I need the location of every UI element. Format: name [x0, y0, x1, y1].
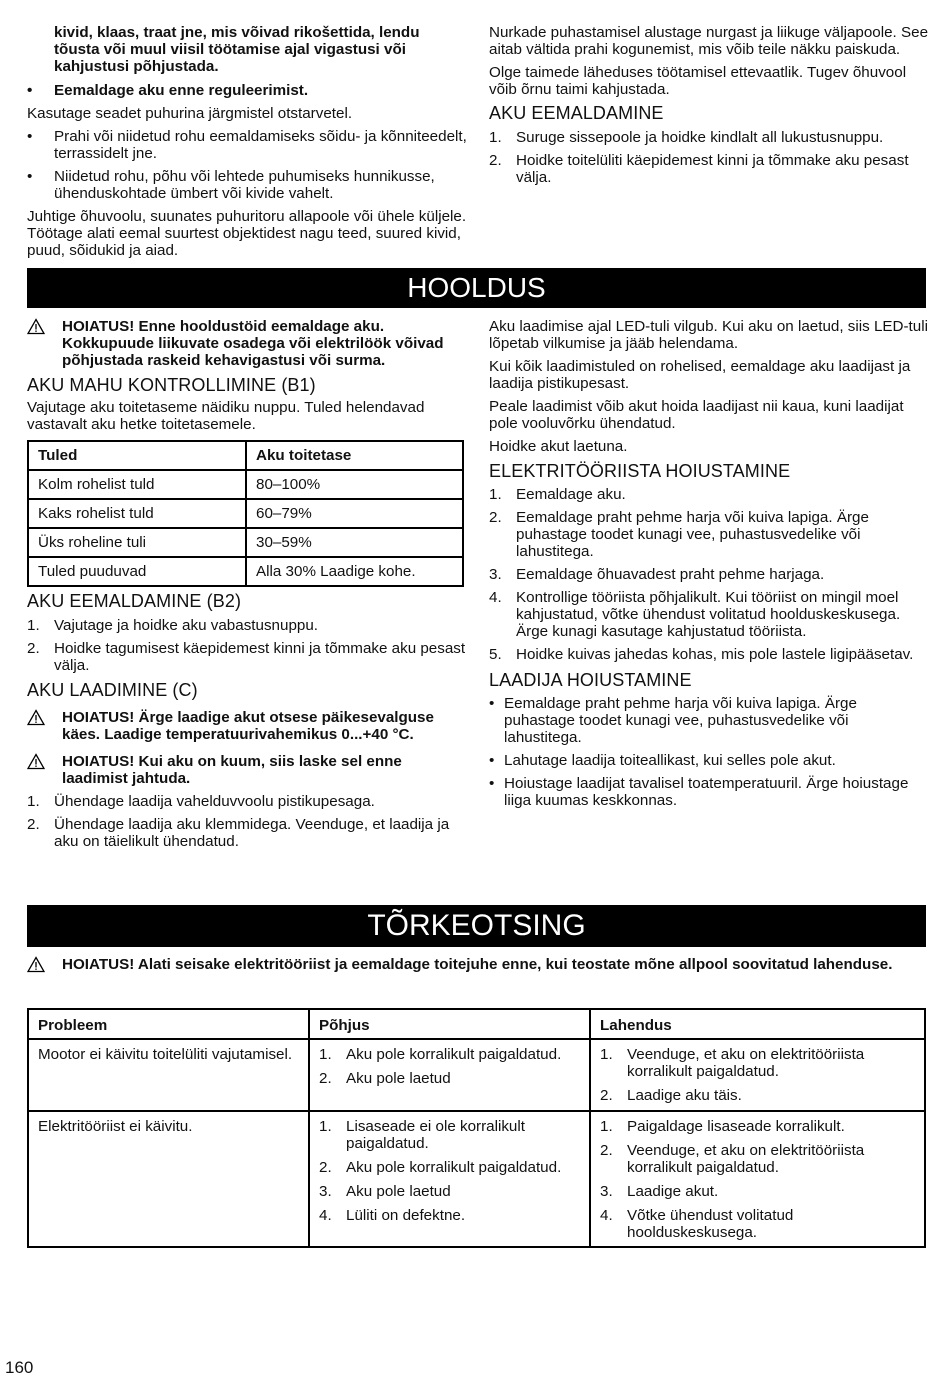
cause-text: Aku pole laetud: [346, 1183, 451, 1200]
list-item: [319, 1159, 580, 1176]
list-item: [600, 1046, 915, 1080]
paragraph: Vajutage aku toitetaseme näidiku nuppu. Tuled helendavad vastavalt aku hetke toitetasemele.: [27, 399, 425, 433]
warning-text: HOIATUS! Ärge laadige akut otsese päikesevalguse käes. Laadige temperatuurivahemikus 0...+40 °C.: [62, 709, 434, 743]
step-number: 2.: [319, 1159, 332, 1176]
section-band-hooldus: [27, 268, 926, 308]
table-cell: [28, 1111, 309, 1247]
section-heading: AKU EEMALDAMINE: [489, 103, 664, 123]
table-cell: [309, 1039, 590, 1111]
table-cell: 80–100%: [246, 470, 463, 499]
warning-triangle-icon: [27, 753, 45, 770]
paragraph: Olge taimede läheduses töötamisel ettevaatlik. Tugev õhuvool võib õrnu taimi kahjustada.: [489, 64, 907, 98]
list-item: [27, 168, 467, 202]
top-left-column: [27, 24, 467, 259]
section-band-torkeotsing: [27, 905, 926, 947]
step-number: 1.: [319, 1046, 332, 1063]
list-item: [600, 1183, 915, 1200]
step-number: 5.: [489, 646, 502, 663]
bullet-mark: •: [27, 82, 33, 99]
list-item-text: Prahi või niidetud rohu eemaldamiseks sõidu- ja kõnniteedelt, terrassidelt jne.: [54, 128, 467, 162]
cause-text: Aku pole korralikult paigaldatud.: [346, 1159, 562, 1176]
list-item-text: Hoiustage laadijat tavalisel toatemperatuuril. Ärge hoiustage liiga kuumas keskkonnas.: [504, 775, 909, 809]
table-cell: [590, 1039, 925, 1111]
list-item: [27, 816, 467, 850]
bullet-mark: •: [489, 695, 495, 712]
top-right-column: [489, 24, 929, 186]
table-cell: Kaks rohelist tuld: [28, 499, 246, 528]
list-item: [489, 775, 929, 809]
list-item-text: Eemaldage praht pehme harja või kuiva lapiga. Ärge puhastage toodet kunagi vee, puhastusvedelike või lahustitega.: [516, 509, 869, 560]
solution-text: Veenduge, et aku on elektritööriista korralikult paigaldatud.: [627, 1142, 865, 1176]
cause-text: Lüliti on defektne.: [346, 1207, 466, 1224]
table-cell: [28, 1039, 309, 1111]
solution-text: Võtke ühendust volitatud hoolduskeskusega.: [627, 1207, 794, 1241]
bullet-mark: •: [489, 775, 495, 792]
table-cell: 60–79%: [246, 499, 463, 528]
list-item-text: Hoidke kuivas jahedas kohas, mis pole lastele ligipääsetav.: [516, 646, 914, 663]
table-cell: Üks roheline tuli: [28, 528, 246, 557]
step-number: 1.: [27, 793, 40, 810]
list-item-text: Ühendage laadija aku klemmidega. Veenduge, et laadija ja aku on täielikult ühendatud.: [54, 816, 450, 850]
section-band-title: TÕRKEOTSING: [367, 909, 586, 942]
list-item: [489, 152, 929, 186]
step-number: 1.: [319, 1118, 332, 1135]
section-band-title: HOOLDUS: [407, 272, 546, 303]
list-item: [27, 793, 467, 810]
warning-triangle-icon: [27, 956, 45, 973]
cause-text: Aku pole laetud: [346, 1070, 451, 1087]
solution-text: Veenduge, et aku on elektritööriista korralikult paigaldatud.: [627, 1046, 865, 1080]
section-heading: AKU MAHU KONTROLLIMINE (B1): [27, 375, 316, 395]
table-header-cell: Tuled: [28, 441, 246, 470]
list-item-text: Hoidke toitelüliti käepidemest kinni ja tõmmake aku pesast välja.: [516, 152, 909, 186]
list-item: [319, 1207, 580, 1224]
step-number: 3.: [319, 1183, 332, 1200]
section-heading: AKU EEMALDAMINE (B2): [27, 591, 242, 611]
list-item: [489, 589, 929, 640]
step-number: 2.: [489, 509, 502, 526]
table-cell: Alla 30% Laadige kohe.: [246, 557, 463, 586]
paragraph: Hoidke akut laetuna.: [489, 438, 628, 455]
solution-text: Laadige aku täis.: [627, 1087, 742, 1104]
step-number: 2.: [489, 152, 502, 169]
step-number: 3.: [600, 1183, 613, 1200]
table-row: [28, 1039, 925, 1111]
solution-text: Paigaldage lisaseade korralikult.: [627, 1118, 845, 1135]
table-cell: [590, 1111, 925, 1247]
table-cell: Kolm rohelist tuld: [28, 470, 246, 499]
step-number: 2.: [27, 816, 40, 833]
table-header-cell: Põhjus: [309, 1009, 590, 1039]
list-item: [27, 640, 467, 674]
list-item: [600, 1087, 915, 1104]
table-header-row: [28, 441, 463, 470]
warning-triangle-icon: [27, 709, 45, 726]
continued-warning-text: kivid, klaas, traat jne, mis võivad rikošettida, lendu tõusta või muul viisil töötamise ajal vigastusi või kahjustusi põhjustada.: [54, 24, 420, 75]
step-number: 1.: [489, 486, 502, 503]
list-item: [319, 1118, 580, 1152]
list-item: [319, 1046, 580, 1063]
warning-block: [27, 753, 467, 787]
table-cell: [309, 1111, 590, 1247]
list-item: [27, 82, 467, 99]
step-number: 1.: [27, 617, 40, 634]
table-header-cell: Lahendus: [590, 1009, 925, 1039]
list-item-text: Lahutage laadija toiteallikast, kui selles pole akut.: [504, 752, 836, 769]
step-number: 1.: [600, 1046, 613, 1063]
step-number: 4.: [489, 589, 502, 606]
table-row: [28, 470, 463, 499]
table-cell: Tuled puuduvad: [28, 557, 246, 586]
list-item: [489, 566, 929, 583]
paragraph: Nurkade puhastamisel alustage nurgast ja liikuge väljapoole. See aitab vältida prahi kogunemist, mis võib teile näkku paiskuda.: [489, 24, 929, 58]
table-row: [28, 528, 463, 557]
table-header-cell: Aku toitetase: [246, 441, 463, 470]
warning-block: [27, 956, 932, 973]
step-number: 2.: [600, 1142, 613, 1159]
list-item-text: Ühendage laadija vahelduvvoolu pistikupesaga.: [54, 793, 375, 810]
problem-text: Elektritööriist ei käivitu.: [38, 1118, 193, 1135]
cause-text: Aku pole korralikult paigaldatud.: [346, 1046, 562, 1063]
cause-text: Lisaseade ei ole korralikult paigaldatud.: [346, 1118, 525, 1152]
intro-text: Kasutage seadet puhurina järgmistel otstarvetel.: [27, 105, 353, 122]
bullet-mark: •: [27, 128, 33, 145]
list-item: [489, 695, 929, 746]
page-number: 160: [5, 1358, 34, 1377]
list-item-text: Hoidke tagumisest käepidemest kinni ja tõmmake aku pesast välja.: [54, 640, 466, 674]
list-item-text: Suruge sissepoole ja hoidke kindlalt all lukustusnuppu.: [516, 129, 884, 146]
warning-block: [27, 318, 467, 369]
bullet-mark: •: [27, 168, 33, 185]
paragraph: Kui kõik laadimistuled on rohelised, eemaldage aku laadijast ja laadija pistikupesast.: [489, 358, 911, 392]
step-number: 4.: [600, 1207, 613, 1224]
list-item: [600, 1142, 915, 1176]
step-number: 1.: [600, 1118, 613, 1135]
list-item: [489, 509, 929, 560]
step-number: 4.: [319, 1207, 332, 1224]
step-number: 2.: [27, 640, 40, 657]
list-item: [489, 129, 929, 146]
table-row: [28, 557, 463, 586]
list-item: [600, 1207, 915, 1241]
step-number: 2.: [319, 1070, 332, 1087]
step-number: 3.: [489, 566, 502, 583]
paragraph: Juhtige õhuvoolu, suunates puhuritoru allapoole või ühele küljele. Töötage alati eemal suurtest objektidest nagu teed, suured kivid, puud, sõidukid ja aiad.: [27, 208, 467, 259]
table-header-cell: Probleem: [28, 1009, 309, 1039]
problem-text: Mootor ei käivitu toitelüliti vajutamisel.: [38, 1046, 293, 1063]
list-item-text: Eemaldage aku enne reguleerimist.: [54, 82, 309, 99]
warning-text: HOIATUS! Enne hooldustöid eemaldage aku. Kokkupuude liikuvate osadega või elektrilöök võivad põhjustada raskeid kehavigastusi või surma.: [62, 318, 444, 369]
list-item: [27, 617, 467, 634]
section-heading: ELEKTRITÖÖRIISTA HOIUSTAMINE: [489, 461, 791, 481]
list-item: [600, 1118, 915, 1135]
list-item-text: Niidetud rohu, põhu või lehtede puhumiseks hunnikusse, ühenduskohtade ümbert või kivide vahelt.: [54, 168, 435, 202]
warning-text: HOIATUS! Kui aku on kuum, siis laske sel enne laadimist jahtuda.: [62, 753, 402, 787]
list-item-text: Eemaldage aku.: [516, 486, 626, 503]
warning-block: [27, 709, 467, 743]
list-item-text: Kontrollige tööriista põhjalikult. Kui tööriist on mingil moel kahjustatud, võtke ühendust volitatud hoolduskeskusega. Ärge kunagi kasutage kahjustatud tööriista.: [516, 589, 901, 640]
warning-text: HOIATUS! Alati seisake elektritööriist ja eemaldage toitejuhe enne, kui teostate mõne allpool soovitatud lahenduse.: [62, 956, 893, 973]
list-item-text: Vajutage ja hoidke aku vabastusnuppu.: [54, 617, 319, 634]
table-row: [28, 1111, 925, 1247]
list-item: [319, 1070, 580, 1087]
table-cell: 30–59%: [246, 528, 463, 557]
paragraph: Peale laadimist võib akut hoida laadijast nii kaua, kuni laadijat pole vooluvõrku ühendatud.: [489, 398, 904, 432]
troubleshooting-table: [27, 1008, 926, 1248]
bullet-mark: •: [489, 752, 495, 769]
step-number: 1.: [489, 129, 502, 146]
hooldus-left-column: [27, 318, 467, 850]
list-item: [489, 486, 929, 503]
list-item: [489, 752, 929, 769]
list-item-text: Eemaldage õhuavadest praht pehme harjaga.: [516, 566, 825, 583]
list-item: [489, 646, 929, 663]
list-item: [319, 1183, 580, 1200]
table-row: [28, 499, 463, 528]
paragraph: Aku laadimise ajal LED-tuli vilgub. Kui aku on laetud, siis LED-tuli lõpetab vilkumise ja jääb helendama.: [489, 318, 928, 352]
hooldus-right-column: [489, 318, 929, 809]
table-header-row: [28, 1009, 925, 1039]
section-heading: LAADIJA HOIUSTAMINE: [489, 670, 692, 690]
section-heading: AKU LAADIMINE (C): [27, 680, 198, 700]
list-item-text: Eemaldage praht pehme harja või kuiva lapiga. Ärge puhastage toodet kunagi vee, puhastusvedelike või lahustitega.: [504, 695, 857, 746]
list-item: [27, 128, 467, 162]
solution-text: Laadige akut.: [627, 1183, 719, 1200]
step-number: 2.: [600, 1087, 613, 1104]
warning-triangle-icon: [27, 318, 45, 335]
battery-level-table: [27, 440, 464, 587]
